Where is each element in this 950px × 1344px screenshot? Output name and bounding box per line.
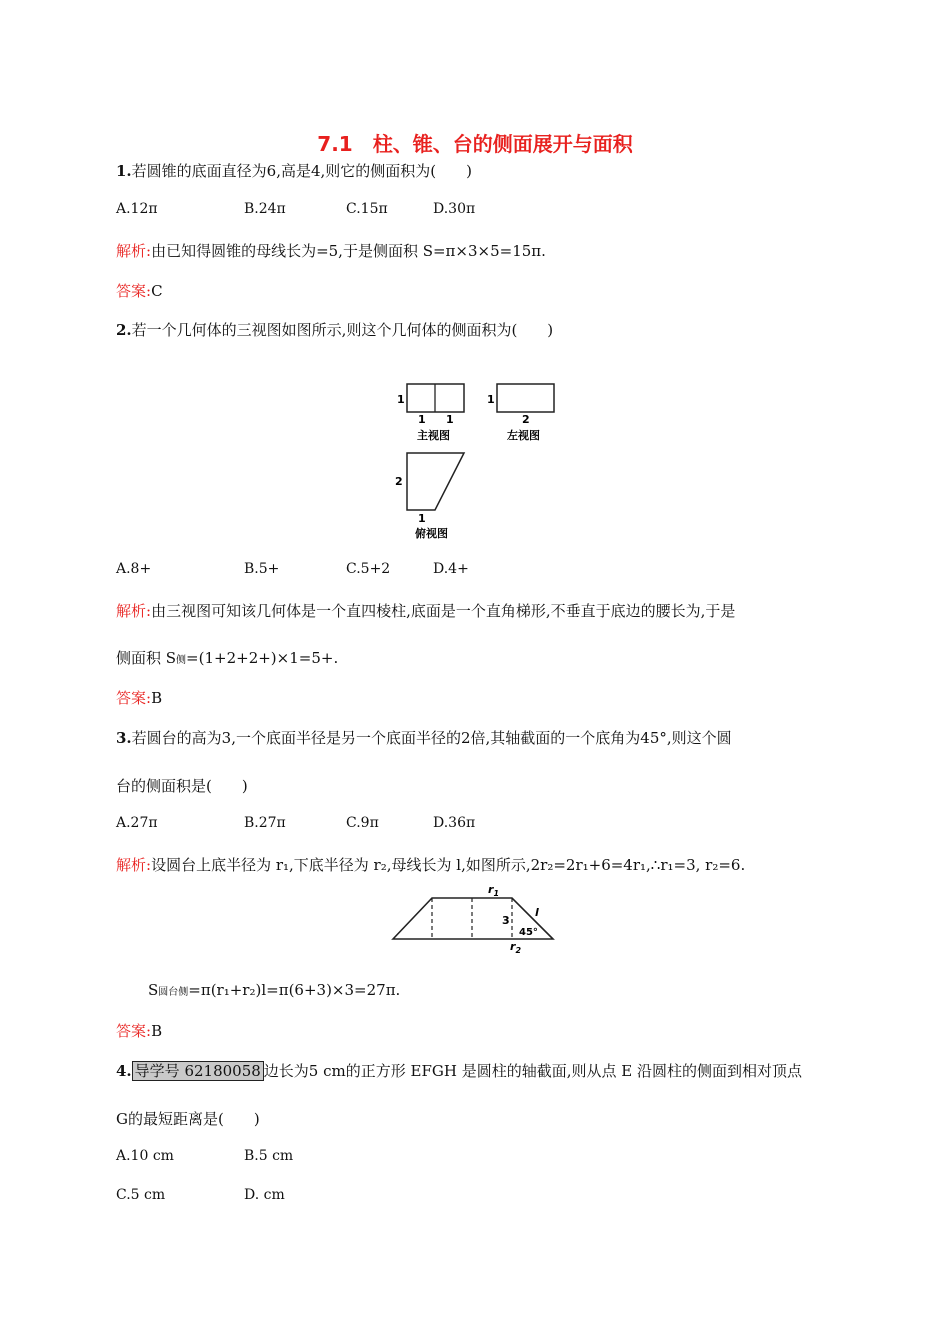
q1-option-c: C.15π xyxy=(346,201,388,217)
q1-answer xyxy=(116,280,163,301)
question-1-stem xyxy=(116,160,472,181)
three-view-figure xyxy=(385,375,575,545)
q2-analysis-line2 xyxy=(116,647,338,668)
q3-option-d: D.36π xyxy=(433,815,476,831)
q2-option-d: D.4+ xyxy=(433,561,469,577)
q1-analysis xyxy=(116,240,546,261)
q1-answer-value: C xyxy=(151,282,163,300)
q2-analysis-line1: 由三视图可知该几何体是一个直四棱柱,底面是一个直角梯形,不垂直于底边的腰长为,于是 xyxy=(151,602,736,620)
analysis-label: 解析: xyxy=(116,856,152,874)
q1-option-d: D.30π xyxy=(433,201,476,217)
front-height-label: 1 xyxy=(397,393,405,406)
q4-option-b: B.5 cm xyxy=(244,1148,294,1164)
q3-formula xyxy=(148,981,400,999)
question-2-number: 2. xyxy=(116,321,132,339)
guide-number-tag: 导学号 62180058 xyxy=(132,1061,264,1081)
top-width-label: 1 xyxy=(418,512,426,525)
front-width1-label: 1 xyxy=(418,413,426,426)
q3-answer xyxy=(116,1020,162,1041)
q2-option-b: B.5+ xyxy=(244,561,280,577)
front-width2-label: 1 xyxy=(446,413,454,426)
q2-formula-rest: =(1+2+2+)×1=5+. xyxy=(186,649,339,667)
top-height-label: 2 xyxy=(395,475,403,488)
question-4-number: 4. xyxy=(116,1062,132,1080)
side-view-rect xyxy=(497,384,554,412)
question-3-stem xyxy=(116,727,732,748)
side-height-label: 1 xyxy=(487,393,495,406)
question-3-text-line2: 台的侧面积是( ) xyxy=(116,777,248,795)
angle-label: 45° xyxy=(519,927,538,938)
q4-option-c: C.5 cm xyxy=(116,1187,166,1203)
question-1-text: 若圆锥的底面直径为6,高是4,则它的侧面积为( ) xyxy=(131,162,473,180)
question-2-text: 若一个几何体的三视图如图所示,则这个几何体的侧面积为( ) xyxy=(131,321,554,339)
q3-analysis xyxy=(116,854,745,875)
question-2-stem xyxy=(116,319,553,340)
q2-formula-subscript: 侧 xyxy=(176,655,187,666)
q2-analysis xyxy=(116,600,735,621)
q2-option-c: C.5+2 xyxy=(346,561,391,577)
question-4-text-line1: 边长为5 cm的正方形 EFGH 是圆柱的轴截面,则从点 E 沿圆柱的侧面到相对顶点 xyxy=(263,1062,802,1080)
question-4-stem xyxy=(116,1060,802,1081)
q3-formula-subscript: 圆台侧 xyxy=(158,987,189,998)
analysis-label: 解析: xyxy=(116,602,152,620)
answer-label: 答案: xyxy=(116,282,152,300)
r2-label: $r_2$ xyxy=(510,940,522,955)
q3-analysis-text: 设圆台上底半径为 r₁,下底半径为 r₂,母线长为 l,如图所示,2r₂=2r₁+6=4r₁,∴r₁=3, r₂=6. xyxy=(151,856,746,874)
page-title: 7.1 柱、锥、台的侧面展开与面积 xyxy=(317,132,633,156)
q3-answer-value: B xyxy=(151,1022,163,1040)
answer-label: 答案: xyxy=(116,689,152,707)
q2-option-a: A.8+ xyxy=(116,561,152,577)
q4-option-a: A.10 cm xyxy=(116,1148,174,1164)
height-label: 3 xyxy=(502,914,510,927)
q3-formula-prefix: S xyxy=(148,981,159,999)
q2-answer xyxy=(116,687,162,708)
frustum-section-figure xyxy=(388,880,563,955)
slant-label: l xyxy=(535,906,539,919)
q1-analysis-text: 由已知得圆锥的母线长为=5,于是侧面积 S=π×3×5=15π. xyxy=(151,242,546,260)
r1-label: $r_1$ xyxy=(488,883,500,898)
q4-option-d: D. cm xyxy=(244,1187,285,1203)
q1-option-a: A.12π xyxy=(116,201,158,217)
q1-option-b: B.24π xyxy=(244,201,286,217)
top-view-caption: 俯视图 xyxy=(415,527,448,540)
q3-option-b: B.27π xyxy=(244,815,286,831)
question-3-text-line1: 若圆台的高为3,一个底面半径是另一个底面半径的2倍,其轴截面的一个底角为45°,则这个圆 xyxy=(131,729,732,747)
answer-label: 答案: xyxy=(116,1022,152,1040)
analysis-label: 解析: xyxy=(116,242,152,260)
q2-answer-value: B xyxy=(151,689,163,707)
top-view-trapezoid xyxy=(407,453,464,510)
side-view-caption: 左视图 xyxy=(507,429,540,442)
q3-option-c: C.9π xyxy=(346,815,379,831)
question-1-number: 1. xyxy=(116,162,132,180)
q3-option-a: A.27π xyxy=(116,815,158,831)
front-view-caption: 主视图 xyxy=(417,429,450,442)
q3-formula-rest: =π(r₁+r₂)l=π(6+3)×3=27π. xyxy=(188,981,401,999)
question-3-number: 3. xyxy=(116,729,132,747)
q2-formula-prefix: 侧面积 S xyxy=(116,649,177,667)
question-4-text-line2: G的最短距离是( ) xyxy=(116,1110,260,1128)
side-width-label: 2 xyxy=(522,413,530,426)
